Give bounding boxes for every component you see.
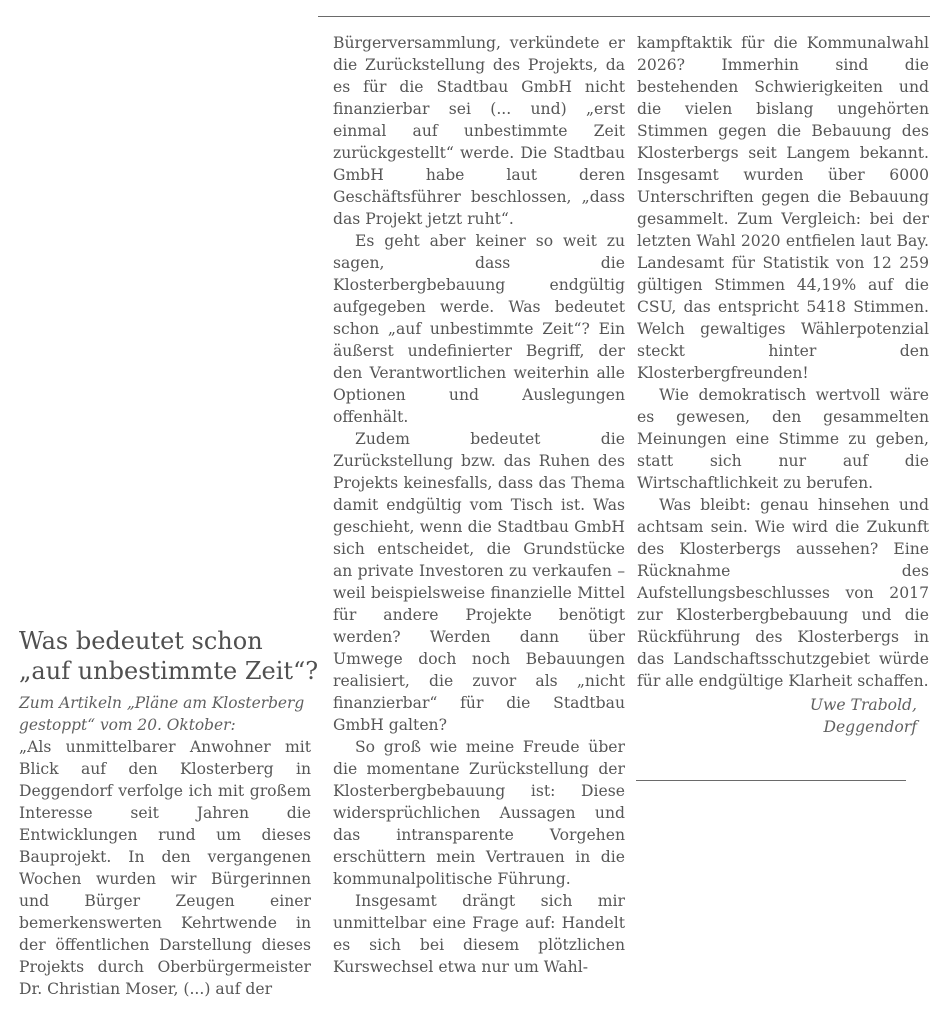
paragraph: Wie demokratisch wertvoll wäre es gewesen, den gesammelten Meinungen eine Stimme zu geben, statt sich nur auf die Wirtschaftlichkeit zu berufen. (637, 386, 929, 492)
letter-headline: Was bedeutet schon „auf unbestimmte Zeit“? (19, 627, 319, 685)
top-rule (318, 16, 930, 17)
column-1 (19, 736, 311, 1000)
paragraph: Zudem bedeutet die Zurückstellung bzw. das Ruhen des Projekts keinesfalls, dass das Thema damit endgültig vom Tisch ist. Was geschieht, wenn die Stadtbau GmbH sich entscheidet, die Grundstücke an private Investoren zu verkaufen – weil beispielsweise finanzielle Mittel für andere Projekte benötigt werden? Werden dann über Umwege doch noch Bebauungen realisiert, die zuvor als „nicht finanzierbar“ für die Stadtbau GmbH galten? (333, 430, 625, 734)
author-name: Uwe Trabold, (809, 696, 917, 714)
paragraph: „Als unmittelbarer Anwohner mit Blick auf den Klosterberg in Deggendorf verfolge ich mit großem Interesse seit Jahren die Entwicklungen rund um dieses Bauprojekt. In den vergangenen Wochen wurden wir Bürgerinnen und Bürger Zeugen einer bemerkenswerten Kehrtwende in der öffentlichen Darstellung dieses Projekts durch Oberbürgermeister Dr. Christian Moser, (...) auf der (19, 738, 311, 998)
author-place: Deggendorf (823, 718, 917, 736)
paragraph: Insgesamt drängt sich mir unmittelbar eine Frage auf: Handelt es sich bei diesem plötzlichen Kurswechsel etwa nur um Wahl- (333, 892, 625, 976)
paragraph: Es geht aber keiner so weit zu sagen, dass die Klosterbergbebauung endgültig aufgegeben werde. Was bedeutet schon „auf unbestimmte Zeit“? Ein äußerst undefinierter Begriff, der den Verantwortlichen weiterhin alle Optionen und Auslegungen offenhält. (333, 232, 625, 426)
paragraph: Was bleibt: genau hinsehen und achtsam sein. Wie wird die Zukunft des Klosterbergs aussehen? Eine Rücknahme des Aufstellungsbeschlusses von 2017 zur Klosterbergbebauung und die Rückführung des Klosterbergs in das Landschaftsschutzgebiet würde für alle endgültige Klarheit schaffen. (637, 496, 929, 690)
author-signature (637, 694, 929, 738)
paragraph: So groß wie meine Freude über die momentane Zurückstellung der Klosterbergbebauung ist: Diese widersprüchlichen Aussagen und das intransparente Vorgehen erschüttern mein Vertrauen in die kommunalpolitische Führung. (333, 738, 625, 888)
paragraph: kampftaktik für die Kommunalwahl 2026? Immerhin sind die bestehenden Schwierigkeiten und die vielen bislang ungehörten Stimmen gegen die Bebauung des Klosterbergs seit Langem bekannt. Insgesamt wurden über 6000 Unterschriften gegen die Bebauung gesammelt. Zum Vergleich: bei der letzten Wahl 2020 entfielen laut Bay. Landesamt für Statistik von 12 259 gültigen Stimmen 44,19% auf die CSU, das entspricht 5418 Stimmen. Welch gewaltiges Wählerpotenzial steckt hinter den Klosterbergfreunden! (637, 34, 929, 382)
column-2 (333, 32, 625, 978)
letter-intro: Zum Artikeln „Pläne am Klosterberg gestoppt“ vom 20. Oktober: (19, 694, 305, 734)
paragraph: Bürgerversammlung, verkündete er die Zurückstellung des Projekts, da es für die Stadtbau GmbH nicht finanzierbar sei (... und) „erst einmal auf unbestimmte Zeit zurückgestellt“ werde. Die Stadtbau GmbH habe laut deren Geschäftsführer beschlossen, „dass das Projekt jetzt ruht“. (333, 34, 625, 228)
bottom-rule (636, 780, 906, 781)
column-3 (637, 32, 929, 738)
